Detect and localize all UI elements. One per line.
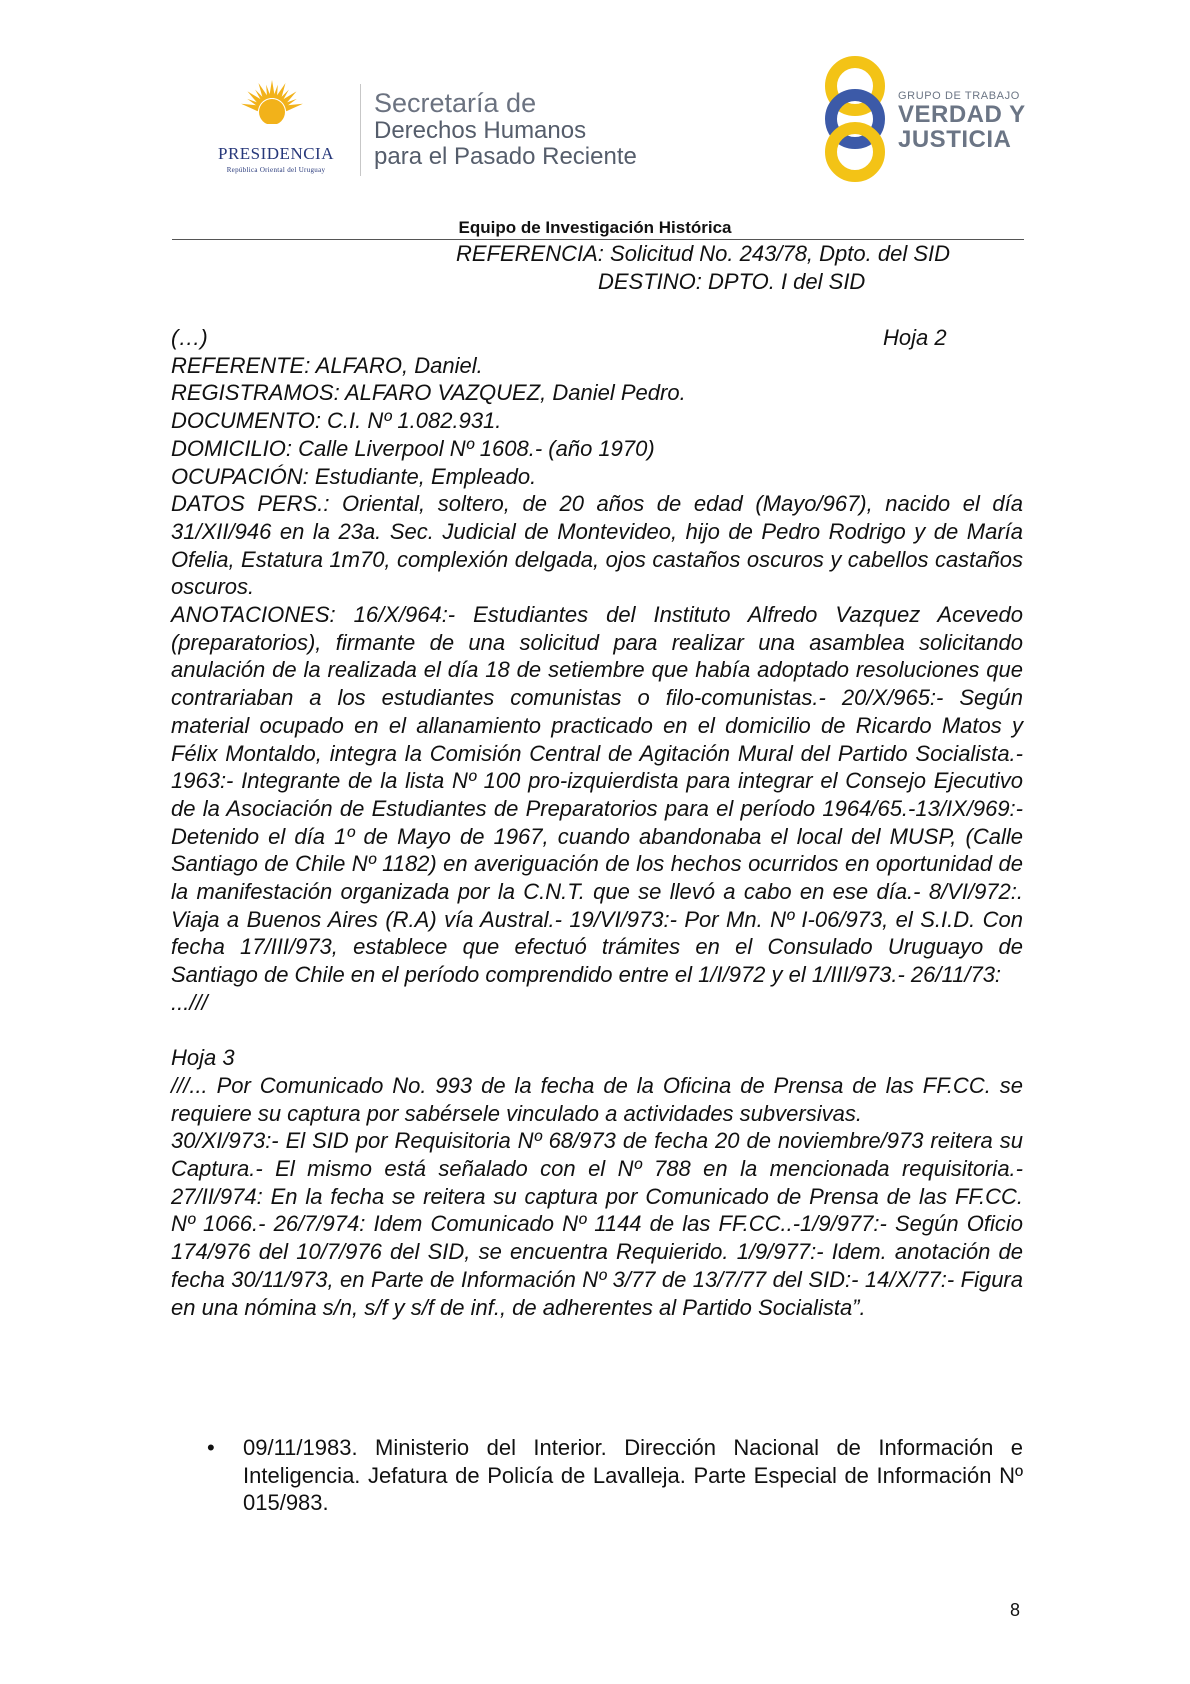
bullet-list-item xyxy=(171,1434,1023,1517)
hoja-3-paragraph-2: 30/XI/973:- El SID por Requisitoria Nº 68/973 de fecha 20 de noviembre/973 reitera su Captura.- El mismo está señalado con el Nº 788 en la mencionada requisitoria.- 27/II/974: En la fecha se reitera su captura por Comunicado de Prensa de las FF.CC. Nº 1066.- 26/7/974: Idem Comunicado Nº 1144 de las FF.CC..-1/9/977:- Según Oficio 174/976 del 10/7/976 del SID, se encuentra Requierido. 1/9/977:- Idem. anotación de fecha 30/11/973, en Parte de Información Nº 3/77 de 13/7/77 del SID:- 14/X/77:- Figura en una nómina s/n, s/f y s/f de inf., de adherentes al Partido Socialista”. xyxy=(171,1128,1023,1320)
sun-emblem-icon xyxy=(232,78,312,138)
page-header xyxy=(0,0,1190,237)
page-number: 8 xyxy=(1010,1600,1021,1620)
gtvj-line-1: VERDAD Y xyxy=(898,101,1026,128)
hoja-3-label: Hoja 3 xyxy=(171,1045,235,1071)
gtvj-small-label: GRUPO DE TRABAJO xyxy=(898,90,1020,102)
hoja-2-label: Hoja 2 xyxy=(883,325,947,350)
referencia-line: REFERENCIA: Solicitud No. 243/78, Dpto. del SID xyxy=(456,241,950,266)
domicilio-line: DOMICILIO: Calle Liverpool Nº 1608.- (año 1970) xyxy=(171,435,655,461)
header-divider xyxy=(360,84,361,176)
secretaria-line-3: para el Pasado Reciente xyxy=(374,143,637,170)
bullet-text: 09/11/1983. Ministerio del Interior. Dirección Nacional de Información e Inteligencia. Jefatura de Policía de Lavalleja. Parte Especial de Información Nº 015/983. xyxy=(243,1435,1023,1515)
secretaria-line-2: Derechos Humanos xyxy=(374,117,587,144)
hoja-3-paragraph-1: ///... Por Comunicado No. 993 de la fecha de la Oficina de Prensa de las FF.CC. se requiere su captura por sabérsele vinculado a actividades subversivas. xyxy=(171,1072,1023,1126)
presidencia-logo xyxy=(196,78,356,178)
verdad-justicia-rings-icon xyxy=(818,56,892,182)
hoja-2-row xyxy=(171,324,1023,352)
blank-line xyxy=(171,1017,1023,1045)
secretaria-logo-text xyxy=(374,88,714,170)
ocupacion-line: OCUPACIÓN: Estudiante, Empleado. xyxy=(171,463,537,489)
anotaciones-paragraph: ANOTACIONES: 16/X/964:- Estudiantes del Instituto Alfredo Vazquez Acevedo (preparatorios), firmante de una solicitud para realizar una asamblea solicitando anulación de la realizada el día 18 de setiembre que había adoptado resoluciones que contrariaban a los estudiantes comunistas o filo-comunistas.- 20/X/965:- Según material ocupado en el allanamiento practicado en el domicilio de Ricardo Matos y Félix Montaldo, integra la Comisión Central de Agitación Mural del Partido Socialista.- 1963:- Integrante de la lista Nº 100 pro-izquierdista para integrar el Consejo Ejecutivo de la Asociación de Estudiantes de Preparatorios para el período 1964/65.-13/IX/969:- Detenido el día 1º de Mayo de 1967, cuando abandonaba el local del MUSP, (Calle Santiago de Chile Nº 1182) en averiguación de los hechos ocurridos en oportunidad de la manifestación organizada por la C.N.T. que se llevó a cabo en ese día.- 8/VI/972:. Viaja a Buenos Aires (R.A) vía Austral.- 19/VI/973:- Por Mn. Nº I-06/973, el S.I.D. Con fecha 17/III/973, establece que efectuó trámites en el Consulado Uruguayo de Santiago de Chile en el período comprendido entre el 1/I/972 y el 1/III/973.- 26/11/73: xyxy=(171,602,1023,988)
registramos-line: REGISTRAMOS: ALFARO VAZQUEZ, Daniel Pedro. xyxy=(171,380,686,406)
continues-marker: .../// xyxy=(171,989,208,1015)
datos-pers-paragraph: DATOS PERS.: Oriental, soltero, de 20 años de edad (Mayo/967), nacido el día 31/XII/946 en la 23a. Sec. Judicial de Montevideo, hijo de Pedro Rodrigo y de María Ofelia, Estatura 1m70, complexión delgada, ojos castaños oscuros y cabellos castaños oscuros. xyxy=(171,491,1023,600)
document-body xyxy=(171,324,1023,1321)
presidencia-subtitle: República Oriental del Uruguay xyxy=(226,166,326,174)
referente-line: REFERENTE: ALFARO, Daniel. xyxy=(171,352,483,378)
presidencia-name: PRESIDENCIA xyxy=(217,144,334,163)
gtvj-line-2: JUSTICIA xyxy=(898,126,1012,153)
documento-line: DOCUMENTO: C.I. Nº 1.082.931. xyxy=(171,408,502,434)
destino-line: DESTINO: DPTO. I del SID xyxy=(598,269,866,294)
ellipsis-start: (…) xyxy=(171,325,208,350)
team-title: Equipo de Investigación Histórica xyxy=(458,218,732,237)
verdad-justicia-logo-text xyxy=(898,90,1038,152)
secretaria-line-1: Secretaría de xyxy=(374,88,537,118)
bullet-icon: • xyxy=(207,1435,215,1460)
